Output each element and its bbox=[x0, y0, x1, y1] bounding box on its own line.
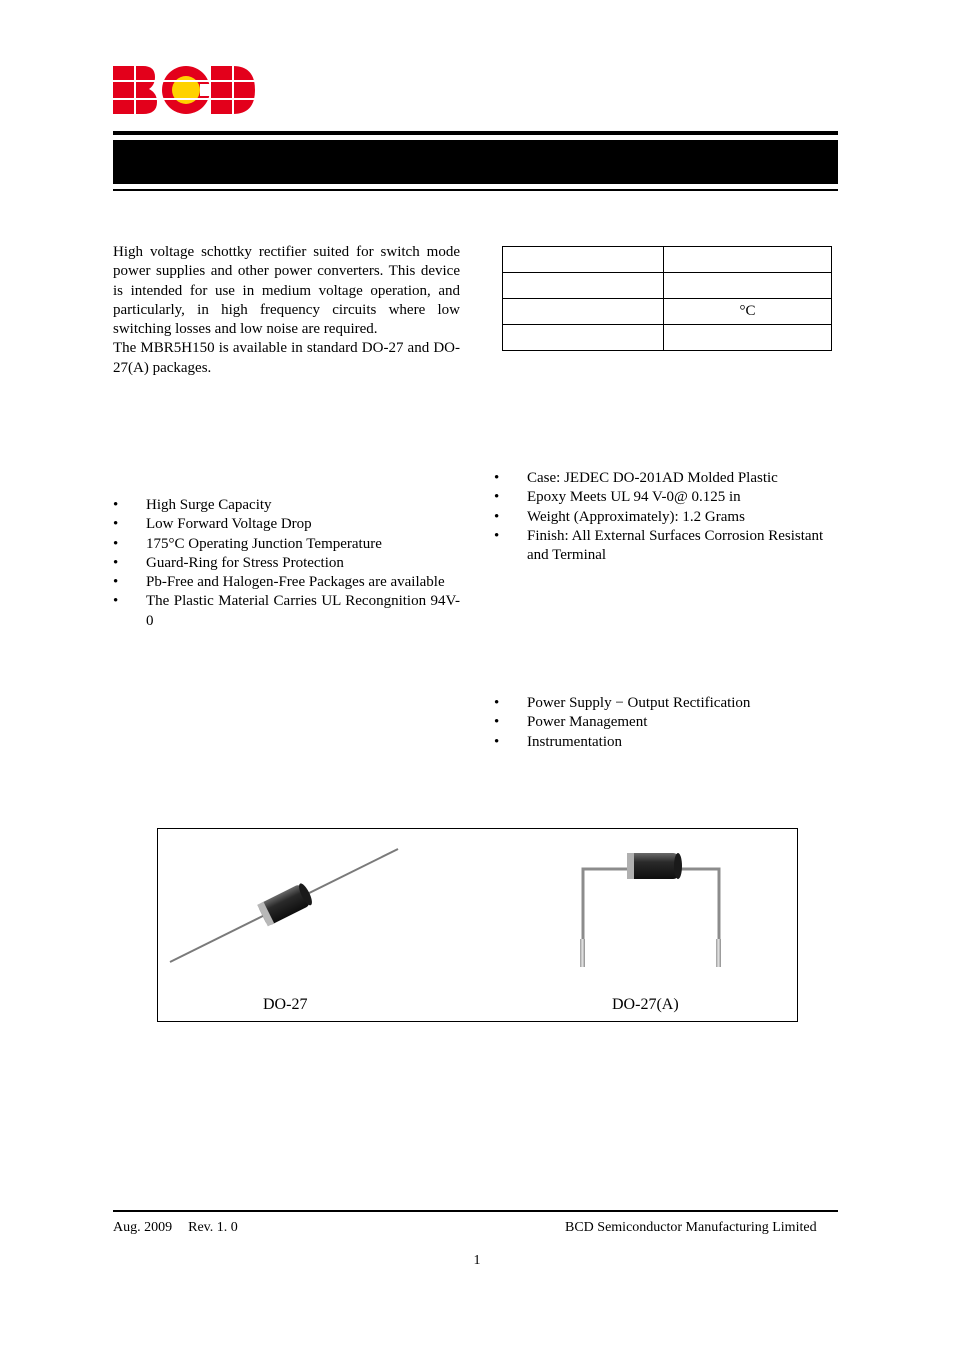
description-paragraph: The MBR5H150 is available in standard DO-27 and DO-27(A) packages. bbox=[113, 340, 460, 376]
table-cell bbox=[503, 247, 664, 273]
bullet: • bbox=[113, 554, 119, 571]
general-description bbox=[113, 243, 460, 378]
list-item bbox=[494, 488, 827, 507]
footer-rule bbox=[113, 1210, 838, 1212]
package-drawings bbox=[158, 829, 797, 1021]
bullet: • bbox=[113, 535, 119, 552]
list-item bbox=[494, 733, 827, 752]
list-item bbox=[494, 527, 827, 566]
do27-diode-image bbox=[170, 849, 398, 962]
list-item bbox=[113, 515, 460, 534]
bullet: • bbox=[494, 508, 500, 525]
list-item bbox=[494, 713, 827, 732]
footer-company: BCD Semiconductor Manufacturing Limited bbox=[565, 1220, 817, 1235]
bullet: • bbox=[494, 470, 500, 486]
do27a-diode-image bbox=[580, 853, 721, 967]
table-row bbox=[503, 325, 832, 351]
table-cell bbox=[503, 273, 664, 299]
list-item-text: Low Forward Voltage Drop bbox=[146, 516, 312, 533]
table-row bbox=[503, 247, 832, 273]
bullet: • bbox=[494, 733, 500, 750]
table-cell: °C bbox=[664, 299, 832, 325]
bcd-logo bbox=[113, 66, 255, 114]
package-figure bbox=[157, 828, 798, 1022]
list-item-text: 175°C Operating Junction Temperature bbox=[146, 535, 382, 552]
table-cell bbox=[503, 299, 664, 325]
footer-revision-info bbox=[113, 1220, 238, 1236]
bullet: • bbox=[113, 593, 119, 610]
title-bar bbox=[113, 140, 838, 184]
list-item bbox=[494, 508, 827, 527]
bullet: • bbox=[494, 714, 500, 731]
list-item bbox=[113, 592, 460, 631]
list-item bbox=[113, 496, 460, 515]
package-label-do27a: DO-27(A) bbox=[612, 996, 679, 1013]
bullet: • bbox=[113, 516, 119, 533]
bullet: • bbox=[494, 695, 500, 711]
header-rule-top bbox=[113, 131, 838, 135]
list-item-text: Finish: All External Surfaces Corrosion Resistant and Terminal bbox=[527, 527, 824, 564]
table-cell bbox=[664, 247, 832, 273]
page-number: 1 bbox=[473, 1253, 481, 1268]
bullet: • bbox=[494, 527, 500, 544]
package-label-do27: DO-27 bbox=[263, 996, 308, 1013]
table-cell bbox=[503, 325, 664, 351]
table-row bbox=[503, 273, 832, 299]
list-item bbox=[494, 469, 827, 488]
description-paragraph: High voltage schottky rectifier suited for switch mode power supplies and other power converters. This device is intended for use in medium voltage operation, and particularly, in high frequency circuits where low switching losses and low noise are required. bbox=[113, 244, 460, 338]
footer-revision: Rev. 1. 0 bbox=[188, 1220, 238, 1235]
mechanical-data-list bbox=[494, 469, 827, 565]
bullet: • bbox=[113, 574, 119, 591]
list-item bbox=[113, 554, 460, 573]
list-item-text: The Plastic Material Carries UL Recongnition 94V-0 bbox=[146, 593, 460, 629]
list-item-text: High Surge Capacity bbox=[146, 497, 272, 513]
table-cell bbox=[664, 325, 832, 351]
spec-table bbox=[502, 246, 832, 351]
applications-list bbox=[494, 694, 827, 752]
list-item bbox=[113, 535, 460, 554]
table-cell bbox=[664, 273, 832, 299]
list-item-text: Power Supply − Output Rectification bbox=[527, 695, 751, 711]
list-item-text: Case: JEDEC DO-201AD Molded Plastic bbox=[527, 470, 778, 486]
table-row bbox=[503, 299, 832, 325]
list-item bbox=[494, 694, 827, 713]
bullet: • bbox=[494, 489, 500, 506]
features-list bbox=[113, 496, 460, 631]
bullet: • bbox=[113, 497, 119, 513]
footer-date: Aug. 2009 bbox=[113, 1220, 173, 1235]
list-item bbox=[113, 573, 460, 592]
list-item-text: Epoxy Meets UL 94 V-0@ 0.125 in bbox=[527, 489, 741, 506]
list-item-text: Pb-Free and Halogen-Free Packages are available bbox=[146, 574, 445, 591]
list-item-text: Guard-Ring for Stress Protection bbox=[146, 554, 344, 571]
list-item-text: Power Management bbox=[527, 714, 648, 731]
list-item-text: Instrumentation bbox=[527, 733, 622, 750]
header-rule-bottom bbox=[113, 189, 838, 191]
list-item-text: Weight (Approximately): 1.2 Grams bbox=[527, 508, 745, 525]
